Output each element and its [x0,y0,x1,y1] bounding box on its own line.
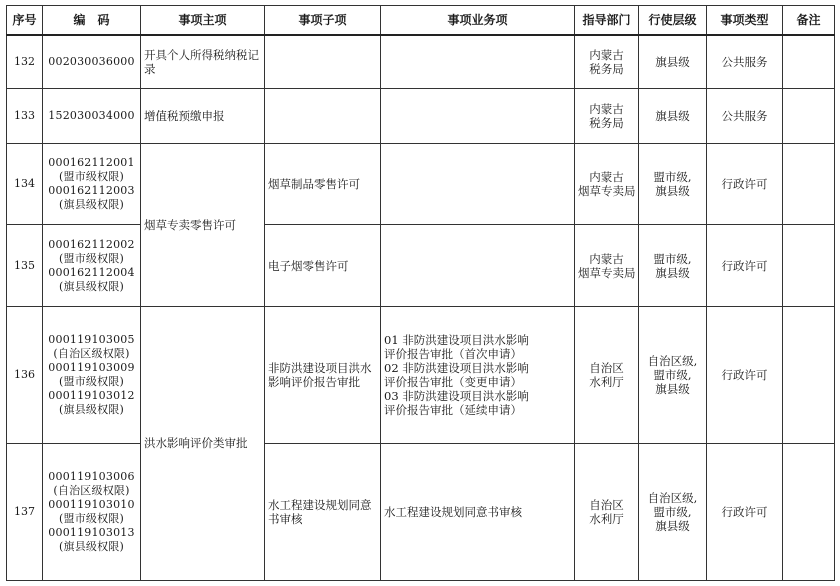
table-row [7,306,835,443]
sub-item: 非防洪建设项目洪水影响评价报告审批 [265,306,381,443]
header-seq: 序号 [7,6,43,35]
exercise-level [639,89,707,143]
business-item [381,35,575,89]
department-line: 内蒙古 [589,251,624,266]
header-remarks: 备注 [783,6,835,35]
item-code-line: 000162112002 [48,237,135,251]
business-item-line: 水工程建设规划同意书审核 [384,504,522,519]
level-line: 自治区级, [647,353,698,368]
business-item [381,89,575,143]
main-item: 开具个人所得税纳税记录 [141,35,265,89]
business-item [381,225,575,307]
item-code-line: 000119103005 [48,332,135,346]
item-code-line: 000162112004 [48,265,135,279]
matter-type: 行政许可 [707,143,783,225]
department-line: 税务局 [589,116,624,131]
item-code-line: 000162112001 [48,156,135,170]
guiding-department [575,306,639,443]
remarks [783,89,835,143]
level-line: 旗县级 [655,109,690,124]
level-line: 旗县级 [655,265,690,280]
row-number: 132 [7,35,43,89]
sub-item: 水工程建设规划同意书审核 [265,443,381,580]
business-item-line: 评价报告审批（首次申请） [384,346,522,361]
guiding-department [575,143,639,225]
row-number: 137 [7,443,43,580]
header-sub-item: 事项子项 [265,6,381,35]
remarks [783,225,835,307]
item-code-line: (旗县级权限) [59,402,124,416]
department-line: 内蒙古 [589,47,624,62]
exercise-level [639,306,707,443]
item-code-line: (旗县级权限) [59,198,124,212]
sub-item [265,35,381,89]
item-code-line: 000119103013 [48,525,135,539]
level-line: 盟市级, [653,367,692,382]
guiding-department [575,35,639,89]
business-item-line: 02 非防洪建设项目洪水影响 [384,360,529,375]
matter-type: 行政许可 [707,306,783,443]
header-main-item: 事项主项 [141,6,265,35]
matter-type: 公共服务 [707,35,783,89]
main-item: 洪水影响评价类审批 [141,306,265,580]
level-line: 旗县级 [655,54,690,69]
table-row [7,35,835,89]
main-item: 烟草专卖零售许可 [141,143,265,306]
item-code-line: 152030034000 [48,109,135,123]
item-code-line: 000119103006 [48,469,135,483]
business-item-line: 01 非防洪建设项目洪水影响 [384,332,529,347]
item-code-line: 000162112003 [48,184,135,198]
exercise-level [639,443,707,580]
matter-type: 行政许可 [707,443,783,580]
level-line: 旗县级 [655,184,690,199]
level-line: 盟市级, [653,504,692,519]
item-code-line: 002030036000 [48,54,135,68]
item-code-line: 000119103009 [48,360,135,374]
row-number: 136 [7,306,43,443]
remarks [783,143,835,225]
item-code-line: (盟市级权限) [59,170,124,184]
item-code [43,35,141,89]
business-item [381,306,575,443]
level-line: 盟市级, [653,170,692,185]
header-row [7,6,835,35]
department-line: 自治区 [589,360,624,375]
guiding-department [575,89,639,143]
item-code [43,306,141,443]
remarks [783,443,835,580]
level-line: 旗县级 [655,518,690,533]
level-line: 自治区级, [647,490,698,505]
remarks [783,35,835,89]
exercise-level [639,225,707,307]
item-code [43,89,141,143]
guiding-department [575,225,639,307]
department-line: 水利厅 [589,374,624,389]
item-code-line: (旗县级权限) [59,279,124,293]
row-number: 133 [7,89,43,143]
department-line: 内蒙古 [589,102,624,117]
table-row [7,143,835,225]
department-line: 烟草专卖局 [578,184,636,199]
sub-item: 电子烟零售许可 [265,225,381,307]
business-item-line: 评价报告审批（延续申请） [384,402,522,417]
department-line: 税务局 [589,61,624,76]
item-code [43,225,141,307]
business-item-line: 评价报告审批（变更申请） [384,374,522,389]
department-line: 烟草专卖局 [578,265,636,280]
department-line: 内蒙古 [589,170,624,185]
header-level: 行使层级 [639,6,707,35]
department-line: 水利厅 [589,511,624,526]
matter-type: 行政许可 [707,225,783,307]
sub-item [265,89,381,143]
item-code-line: 000119103010 [48,497,135,511]
exercise-level [639,35,707,89]
header-business-item: 事项业务项 [381,6,575,35]
matter-type: 公共服务 [707,89,783,143]
item-code-line: (盟市级权限) [59,511,124,525]
matters-table [6,5,835,581]
item-code-line: 000119103012 [48,388,135,402]
table-row [7,443,835,580]
department-line: 自治区 [589,497,624,512]
main-item: 增值税预缴申报 [141,89,265,143]
sub-item: 烟草制品零售许可 [265,143,381,225]
level-line: 盟市级, [653,251,692,266]
item-code-line: (盟市级权限) [59,251,124,265]
business-item [381,143,575,225]
item-code-line: (自治区级权限) [53,483,130,497]
item-code-line: (盟市级权限) [59,374,124,388]
header-type: 事项类型 [707,6,783,35]
level-line: 旗县级 [655,381,690,396]
item-code [43,443,141,580]
header-code: 编 码 [43,6,141,35]
item-code-line: (自治区级权限) [53,346,130,360]
row-number: 135 [7,225,43,307]
item-code-line: (旗县级权限) [59,539,124,553]
table-row [7,89,835,143]
table-row [7,225,835,307]
guiding-department [575,443,639,580]
business-item-line: 03 非防洪建设项目洪水影响 [384,388,529,403]
remarks [783,306,835,443]
header-department: 指导部门 [575,6,639,35]
row-number: 134 [7,143,43,225]
exercise-level [639,143,707,225]
item-code [43,143,141,225]
business-item [381,443,575,580]
